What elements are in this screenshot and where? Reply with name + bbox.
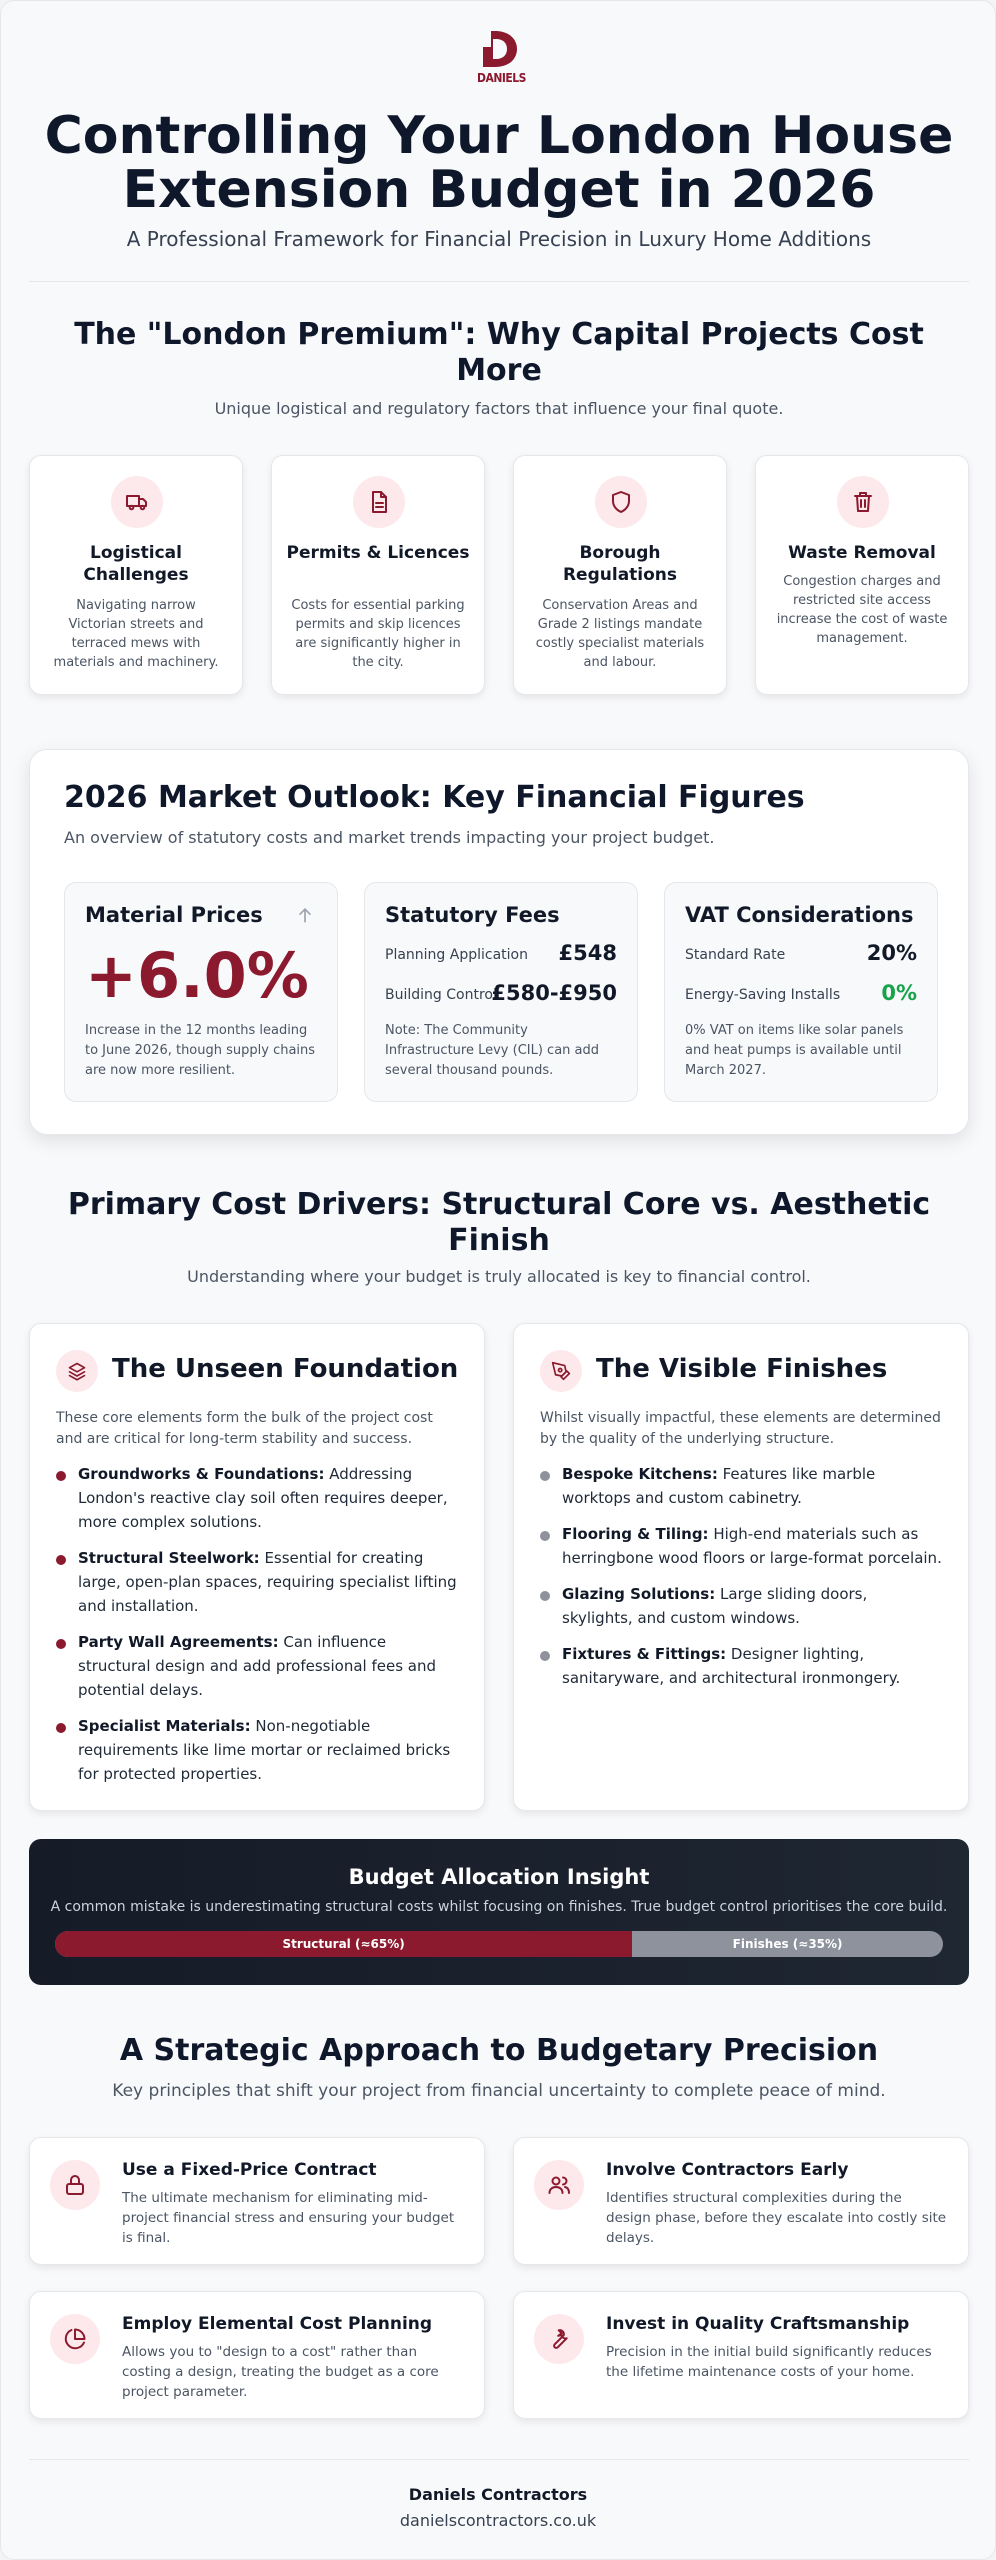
vat-box [664, 882, 938, 1102]
strategy-card-elemental [29, 2291, 485, 2419]
list-item: Flooring & Tiling: High-end materials such as herringbone wood floors or large-format porcelain. [540, 1522, 942, 1570]
arrow-up-icon [295, 905, 315, 925]
strategy-subtitle: Key principles that shift your project from financial uncertainty to complete peace of mind. [112, 2081, 886, 2101]
list-item: Glazing Solutions: Large sliding doors, skylights, and custom windows. [540, 1582, 942, 1630]
footer-divider [29, 2459, 969, 2460]
card-text: Costs for essential parking permits and skip licences are significantly higher in the city. [291, 598, 465, 670]
finishes-segment: Finishes (≈35%) [732, 1937, 843, 1951]
footer-website-link[interactable]: danielscontractors.co.uk [399, 2511, 597, 2530]
card-text: Congestion charges and restricted site access increase the cost of waste management. [776, 574, 948, 646]
list-item: Bespoke Kitchens: Features like marble worktops and custom cabinetry. [540, 1462, 942, 1510]
pen-tool-icon [540, 1350, 582, 1392]
lock-icon [50, 2160, 100, 2210]
card-title: Involve Contractors Early [606, 2160, 849, 2180]
foundation-intro: These core elements form the bulk of the project cost and are critical for long-term stability and success. [56, 1410, 433, 1447]
material-prices-title: Material Prices [85, 903, 263, 927]
vat-row-label: Standard Rate [685, 947, 786, 963]
material-prices-note: Increase in the 12 months leading to June 2026, though supply chains are now more resilient. [85, 1023, 316, 1078]
card-text: Conservation Areas and Grade 2 listings mandate costly specialist materials and labour. [535, 598, 705, 670]
statutory-fees-note: Note: The Community Infrastructure Levy (CIL) can add several thousand pounds. [385, 1023, 600, 1078]
wrench-icon [534, 2314, 584, 2364]
strategy-title: A Strategic Approach to Budgetary Precision [119, 2033, 879, 2068]
logo-wordmark: DANIELS [477, 71, 526, 85]
vat-row-value: 20% [866, 941, 917, 965]
vat-row-value-green: 0% [881, 981, 917, 1005]
foundation-title: The Unseen Foundation [112, 1354, 459, 1384]
structural-segment: Structural (≈65%) [55, 1931, 632, 1957]
card-title: Use a Fixed-Price Contract [122, 2160, 377, 2180]
card-title: Permits & Licences [286, 543, 470, 563]
layers-icon [56, 1350, 98, 1392]
strategy-card-contractors [513, 2137, 969, 2265]
insight-text: A common mistake is underestimating structural costs whilst focusing on finishes. True budget control prioritises the core build. [50, 1899, 948, 1915]
fee-row-label: Building Control [385, 987, 497, 1003]
finishes-title: The Visible Finishes [596, 1354, 888, 1384]
users-icon [534, 2160, 584, 2210]
finishes-card [513, 1323, 969, 1811]
daniels-logo [477, 27, 526, 93]
outlook-title: 2026 Market Outlook: Key Financial Figures [64, 780, 805, 815]
fee-row-label: Planning Application [385, 947, 528, 963]
divider [29, 281, 969, 282]
material-prices-value: +6.0% [85, 939, 309, 1012]
card-title: Invest in Quality Craftsmanship [606, 2314, 910, 2334]
footer-company: Daniels Contractors [408, 2485, 588, 2504]
premium-title: The "London Premium": Why Capital Projects Cost More [74, 317, 924, 388]
fee-row-value: £548 [558, 941, 617, 965]
truck-icon [111, 476, 163, 528]
pie-chart-icon [50, 2314, 100, 2364]
foundation-card [29, 1323, 485, 1811]
allocation-bar [55, 1931, 943, 1957]
strategy-card-craftsmanship [513, 2291, 969, 2419]
drivers-title: Primary Cost Drivers: Structural Core vs. Aesthetic Finish [67, 1187, 931, 1258]
premium-card-borough [513, 455, 727, 695]
card-title: Borough Regulations [562, 543, 678, 585]
premium-subtitle: Unique logistical and regulatory factors that influence your final quote. [214, 399, 784, 418]
insight-title: Budget Allocation Insight [348, 1865, 650, 1889]
card-text: Navigating narrow Victorian streets and terraced mews with materials and machinery. [53, 598, 219, 670]
list-item: Groundworks & Foundations: Addressing London's reactive clay soil often requires deeper, more complex solutions. [56, 1462, 458, 1534]
document-icon [353, 476, 405, 528]
vat-title: VAT Considerations [685, 903, 914, 927]
card-text: Identifies structural complexities during the design phase, before they escalate into costly site delays. [606, 2190, 947, 2246]
card-title: Waste Removal [788, 543, 936, 563]
market-outlook-panel [29, 749, 969, 1135]
premium-card-logistics [29, 455, 243, 695]
premium-card-waste [755, 455, 969, 695]
budget-insight-banner [29, 1839, 969, 1985]
strategy-card-fixed-price [29, 2137, 485, 2265]
trash-icon [837, 476, 889, 528]
fee-row-value: £580-£950 [491, 981, 617, 1005]
card-text: The ultimate mechanism for eliminating mid-project financial stress and ensuring your budget is final. [122, 2190, 455, 2246]
card-text: Precision in the initial build significantly reduces the lifetime maintenance costs of your home. [606, 2344, 932, 2380]
material-prices-box [64, 882, 338, 1102]
statutory-fees-box [364, 882, 638, 1102]
shield-icon [595, 476, 647, 528]
logo-mark-icon [477, 27, 521, 71]
card-title: Employ Elemental Cost Planning [122, 2314, 433, 2334]
list-item: Party Wall Agreements: Can influence structural design and add professional fees and potential delays. [56, 1630, 458, 1702]
finishes-intro: Whilst visually impactful, these elements are determined by the quality of the underlying structure. [540, 1410, 941, 1447]
card-title: Logistical Challenges [83, 543, 189, 585]
outlook-subtitle: An overview of statutory costs and market trends impacting your project budget. [64, 828, 715, 847]
drivers-subtitle: Understanding where your budget is truly allocated is key to financial control. [187, 1267, 811, 1286]
list-item: Specialist Materials: Non-negotiable requirements like lime mortar or reclaimed bricks for protected properties. [56, 1714, 458, 1786]
page-title: Controlling Your London House Extension Budget in 2026 [44, 106, 954, 220]
list-item: Structural Steelwork: Essential for creating large, open-plan spaces, requiring specialist lifting and installation. [56, 1546, 458, 1618]
premium-card-permits [271, 455, 485, 695]
vat-note: 0% VAT on items like solar panels and heat pumps is available until March 2027. [685, 1023, 904, 1078]
vat-row-label: Energy-Saving Installs [685, 987, 841, 1003]
statutory-fees-title: Statutory Fees [385, 903, 560, 927]
page-subtitle: A Professional Framework for Financial Precision in Luxury Home Additions [126, 227, 872, 251]
list-item: Fixtures & Fittings: Designer lighting, sanitaryware, and architectural ironmongery. [540, 1642, 942, 1690]
card-text: Allows you to "design to a cost" rather than costing a design, treating the budget as a core project parameter. [122, 2344, 439, 2400]
